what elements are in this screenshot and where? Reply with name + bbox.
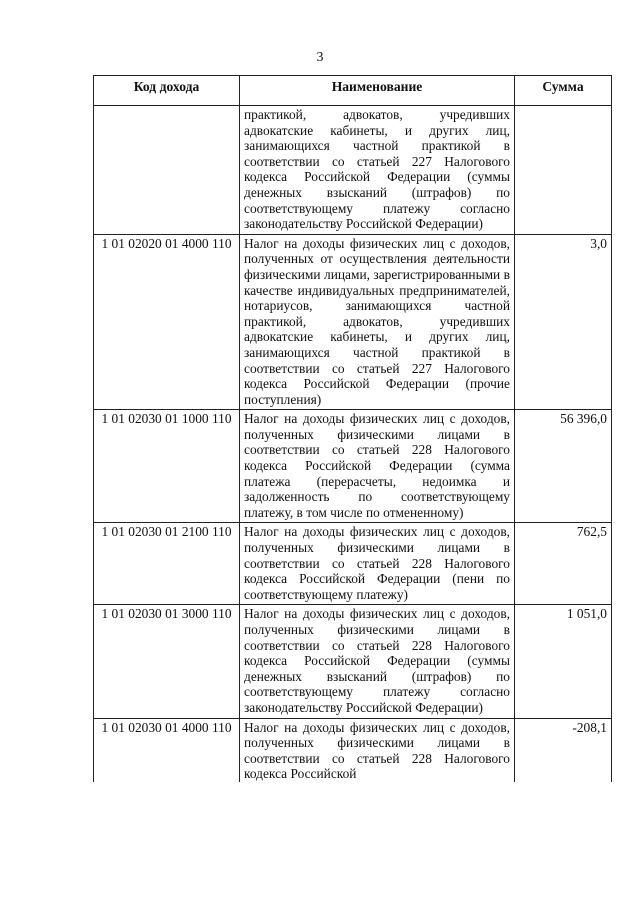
- name-cell: Налог на доходы физических лиц с доходов, полученных физическими лицами в соответствии со статьей 228 Налогового кодекса Российской: [240, 718, 515, 782]
- table-row: [94, 410, 612, 523]
- table-row: [94, 523, 612, 605]
- income-code-cell: 1 01 02030 01 4000 110: [94, 718, 240, 782]
- sum-cell: 56 396,0: [515, 410, 612, 523]
- header-name: Наименование: [240, 76, 515, 106]
- income-table: [93, 75, 612, 782]
- header-row: [94, 76, 612, 106]
- name-cell: Налог на доходы физических лиц с доходов, полученных от осуществления деятельности физическими лицами, зарегистрированными в качестве индивидуальных предпринимателей, нотариусов, занимающихся частной практикой, адвокатов, учредивших адвокатские кабинеты, и других лиц, занимающихся частной практикой в соответствии со статьей 227 Налогового кодекса Российской Федерации (прочие поступления): [240, 234, 515, 410]
- table-header: [94, 76, 612, 106]
- income-code-cell: 1 01 02030 01 2100 110: [94, 523, 240, 605]
- table-row: [94, 718, 612, 782]
- name-cell: Налог на доходы физических лиц с доходов, полученных физическими лицами в соответствии со статьей 228 Налогового кодекса Российской Федерации (пени по соответствующему платежу): [240, 523, 515, 605]
- header-sum: Сумма: [515, 76, 612, 106]
- income-code-cell: 1 01 02030 01 3000 110: [94, 605, 240, 718]
- table-row: [94, 234, 612, 410]
- name-cell: практикой, адвокатов, учредивших адвокатские кабинеты, и других лиц, занимающихся частной практикой в соответствии со статьей 227 Налогового кодекса Российской Федерации (суммы денежных взысканий (штрафов) по соответствующему платежу согласно законодательству Российской Федерации): [240, 106, 515, 235]
- sum-cell: 3,0: [515, 234, 612, 410]
- table-row: [94, 605, 612, 718]
- income-code-cell: [94, 106, 240, 235]
- page-number: 3: [316, 50, 324, 65]
- sum-cell: -208,1: [515, 718, 612, 782]
- table-row: [94, 106, 612, 235]
- sum-cell: [515, 106, 612, 235]
- name-cell: Налог на доходы физических лиц с доходов, полученных физическими лицами в соответствии со статьей 228 Налогового кодекса Российской Федерации (сумма платежа (перерасчеты, недоимка и задолженность по соответствующему платежу, в том числе по отмененному): [240, 410, 515, 523]
- header-income-code: Код дохода: [94, 76, 240, 106]
- name-cell: Налог на доходы физических лиц с доходов, полученных физическими лицами в соответствии со статьей 228 Налогового кодекса Российской Федерации (суммы денежных взысканий (штрафов) по соответствующему платежу согласно законодательству Российской Федерации): [240, 605, 515, 718]
- table-body: [94, 106, 612, 782]
- income-code-cell: 1 01 02030 01 1000 110: [94, 410, 240, 523]
- sum-cell: 762,5: [515, 523, 612, 605]
- sum-cell: 1 051,0: [515, 605, 612, 718]
- income-code-cell: 1 01 02020 01 4000 110: [94, 234, 240, 410]
